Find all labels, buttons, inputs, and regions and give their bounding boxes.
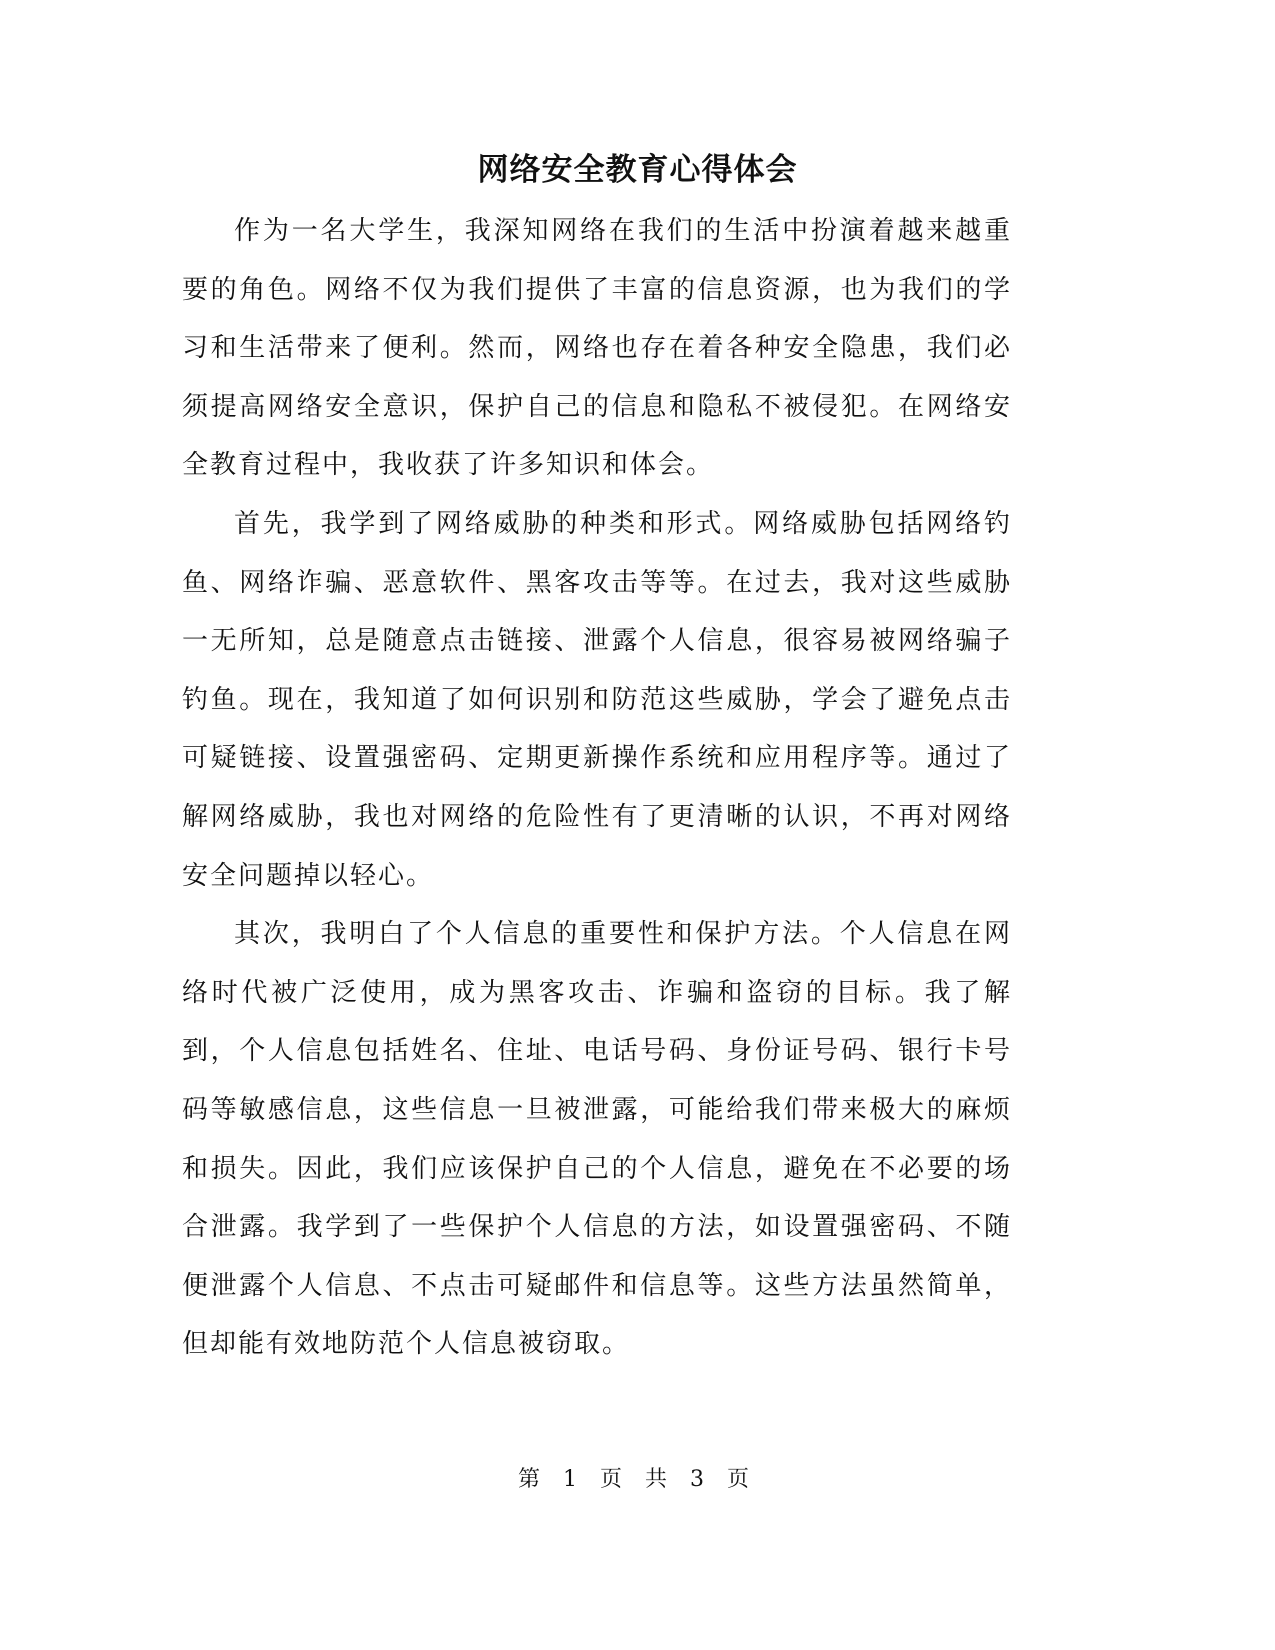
- document-body: [182, 202, 1012, 1374]
- document-title: 网络安全教育心得体会: [477, 152, 798, 188]
- page-number-footer: 第 1 页 共 3 页: [518, 1467, 757, 1492]
- paragraph-intro: 作为一名大学生，我深知网络在我们的生活中扮演着越来越重要的角色。网络不仅为我们提供了丰富的信息资源，也为我们的学习和生活带来了便利。然而，网络也存在着各种安全隐患，我们必须提高网络安全意识，保护自己的信息和隐私不被侵犯。在网络安全教育过程中，我收获了许多知识和体会。: [182, 216, 1012, 481]
- paragraph-threats: 首先，我学到了网络威胁的种类和形式。网络威胁包括网络钓鱼、网络诈骗、恶意软件、黑客攻击等等。在过去，我对这些威胁一无所知，总是随意点击链接、泄露个人信息，很容易被网络骗子钓鱼。现在，我知道了如何识别和防范这些威胁，学会了避免点击可疑链接、设置强密码、定期更新操作系统和应用程序等。通过了解网络威胁，我也对网络的危险性有了更清晰的认识，不再对网络安全问题掉以轻心。: [182, 508, 1012, 891]
- paragraph-personal-info: 其次，我明白了个人信息的重要性和保护方法。个人信息在网络时代被广泛使用，成为黑客攻击、诈骗和盗窃的目标。我了解到，个人信息包括姓名、住址、电话号码、身份证号码、银行卡号码等敏感信息，这些信息一旦被泄露，可能给我们带来极大的麻烦和损失。因此，我们应该保护自己的个人信息，避免在不必要的场合泄露。我学到了一些保护个人信息的方法，如设置强密码、不随便泄露个人信息、不点击可疑邮件和信息等。这些方法虽然简单，但却能有效地防范个人信息被窃取。: [182, 919, 1012, 1360]
